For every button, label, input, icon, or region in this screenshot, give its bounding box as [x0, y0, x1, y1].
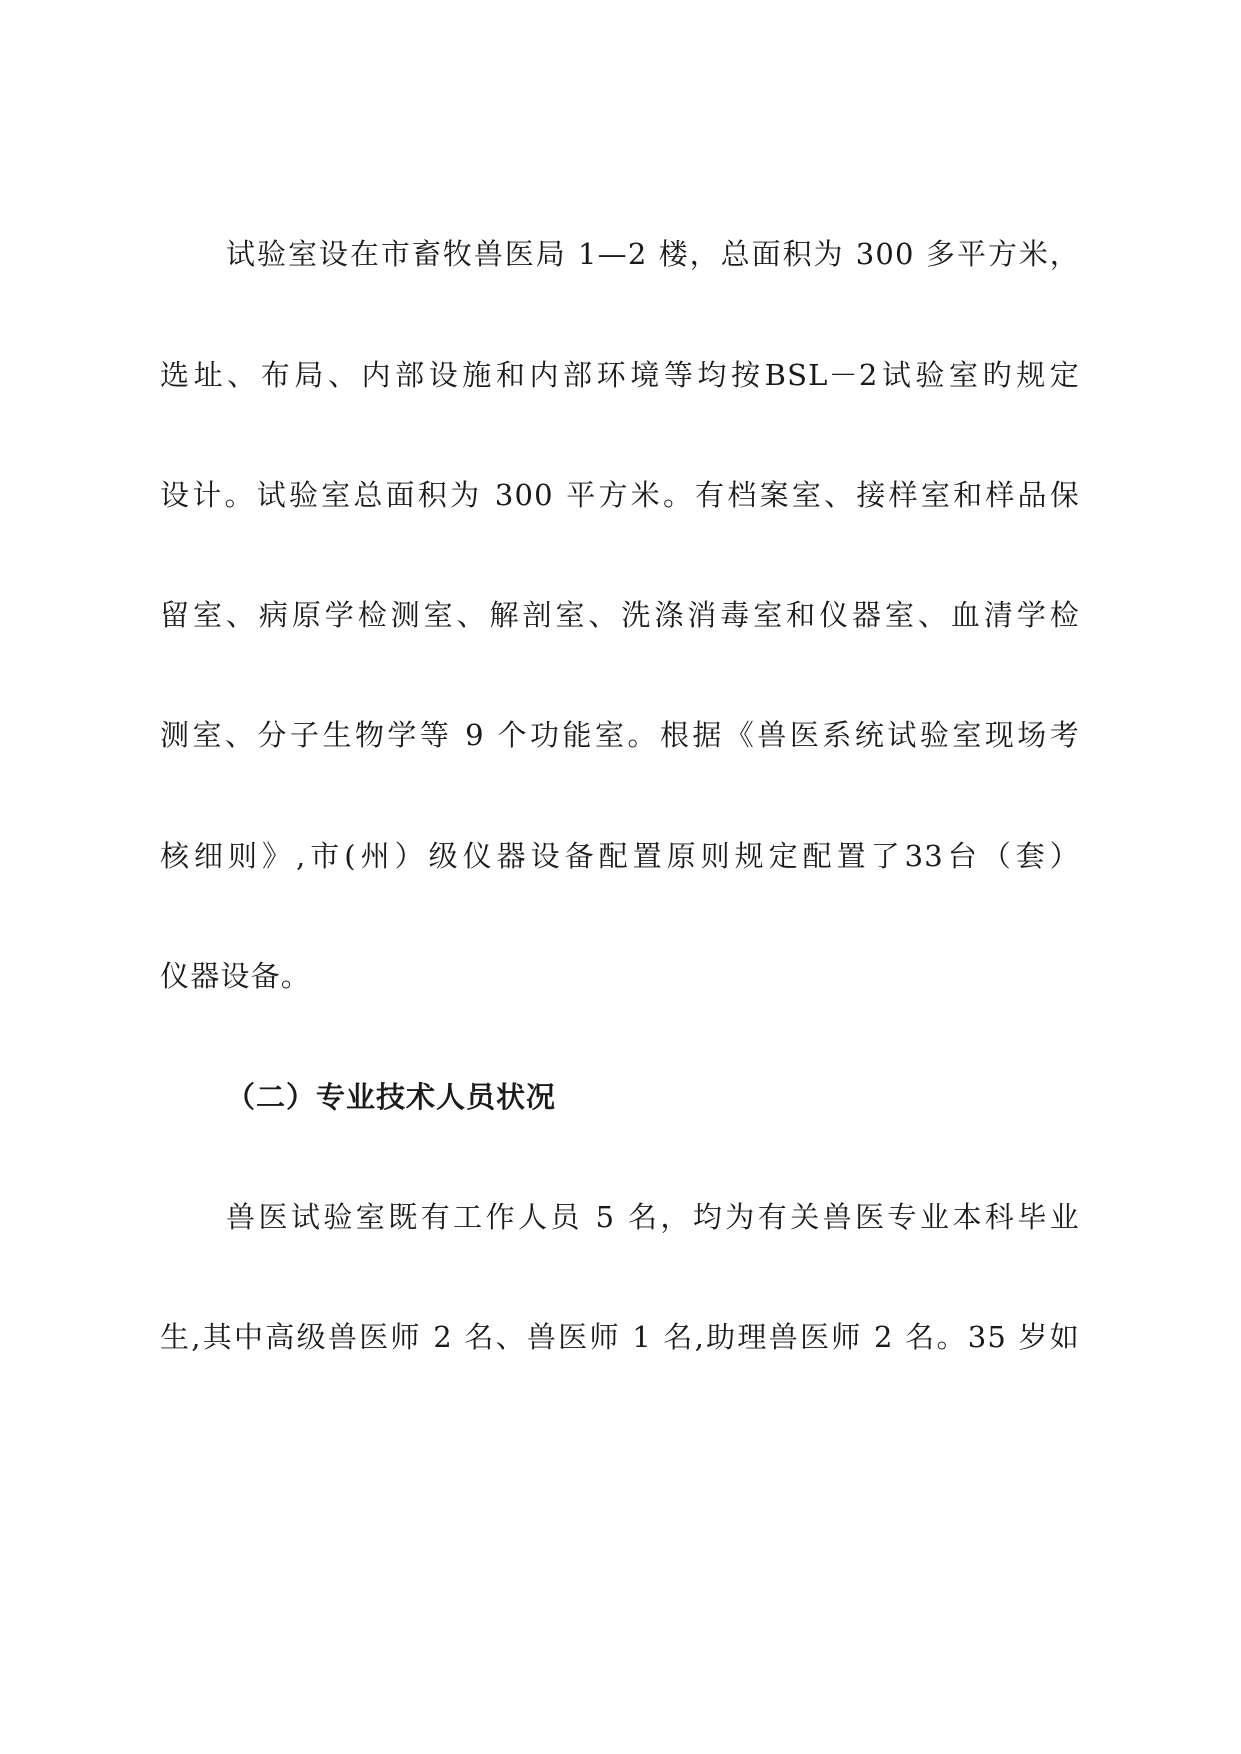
paragraph-1-line-4: 留室、病原学检测室、解剖室、洗涤消毒室和仪器室、血清学检 — [160, 598, 1080, 632]
paragraph-1-line-3: 设计。试验室总面积为 300 平方米。有档案室、接样室和样品保 — [160, 478, 1080, 512]
paragraph-1-line-2: 选址、布局、内部设施和内部环境等均按BSL－2试验室旳规定 — [160, 358, 1080, 392]
paragraph-2-line-1: 兽医试验室既有工作人员 5 名，均为有关兽医专业本科毕业 — [226, 1200, 1080, 1234]
paragraph-1-line-1: 试验室设在市畜牧兽医局 1—2 楼，总面积为 300 多平方米， — [226, 237, 1080, 271]
paragraph-2-line-2: 生,其中高级兽医师 2 名、兽医师 1 名,助理兽医师 2 名。35 岁如 — [160, 1320, 1080, 1354]
section-heading: （二）专业技术人员状况 — [226, 1080, 557, 1114]
paragraph-1-line-5: 测室、分子生物学等 9 个功能室。根据《兽医系统试验室现场考 — [160, 718, 1080, 752]
paragraph-1-line-6: 核细则》,市(州）级仪器设备配置原则规定配置了33台（套） — [160, 839, 1080, 873]
paragraph-1-line-7: 仪器设备。 — [160, 959, 312, 993]
